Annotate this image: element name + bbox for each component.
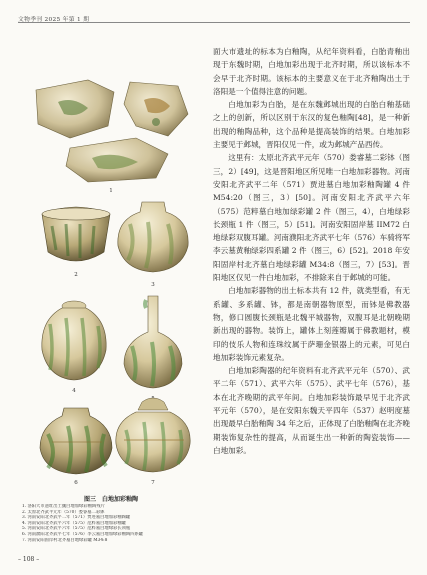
body-paragraph: 白地加彩陶器的纪年资料有北齐武平元年（570）、武平二年（571）、武平六年（575）、武平七年（576），基本在北齐晚期的武平年间。白地加彩装饰最早见于北齐武平元年（570），是在安阳东魏天平四年（537）赵明度墓出现最早白胎釉陶 34 年之后，正体现了白胎釉陶在北齐晚期装饰复杂性的提高，从而诞生出一种新的陶瓷装饰——白地加彩。 xyxy=(213,366,410,455)
caption-line: 4. 河南安阳北齐武平六年（575）范粹墓白地加彩釉罐 xyxy=(22,520,126,526)
body-paragraph: 面大市遗址的标本为白釉陶，从纪年资料看，白胎青釉出现于东魏时期，白地加彩出现于北齐时期，所以该标本不会早于北齐时期。该标本的主要意义在于北齐釉陶出土于洛阳是一个值得注意的问题。 xyxy=(213,47,410,96)
sherd-1c xyxy=(66,138,168,182)
caption-line: 7. 河南安阳固岸村北齐墓白地绿彩罐 M34:8 xyxy=(22,537,108,543)
caption-line: 3. 河南安阳北齐武平二年（571）贾进墓白地加彩釉陶罐 xyxy=(22,515,131,521)
sherd-1b xyxy=(124,82,188,136)
caption-line: 2. 太原北齐武平元年（570）娄睿墓二彩钵 xyxy=(22,509,105,515)
figure-title: 图三 白地加彩釉陶 xyxy=(83,496,138,503)
jar-item-6 xyxy=(40,408,112,474)
figure-number-3: 3 xyxy=(151,282,155,288)
caption-line: 1. 洛阳大市遗址出土魏白地加绿彩釉陶残片 xyxy=(22,504,105,509)
figure-number-7: 7 xyxy=(151,480,155,484)
sherd-1a xyxy=(36,80,114,138)
caption-line: 5. 河南安阳北齐武平六年（575）范粹墓白地绿彩长颈瓶 xyxy=(22,526,131,532)
page-number: – 108 – xyxy=(18,556,40,563)
figure-number-1: 1 xyxy=(109,188,113,194)
caption-line: 6. 河南濮阳北齐武平七年（576）李云墓白地加绿彩釉陶四系罐 xyxy=(22,531,144,537)
jar-item-4 xyxy=(42,301,106,380)
figure-number-4: 4 xyxy=(72,388,76,394)
body-paragraph: 白地加彩器物的出土标本共有 12 件，就类型看，有无系罐、多系罐、钵，都是南朝器物原型，而钵是佛教器物，修口圆腹长颈瓶是北魏平城器物，双腹耳是北朝晚期新出现的器物。装饰上，罐体上刻莲瓣属于佛教题材，模印的伎乐人物和连珠纹属于萨珊金银器上的元素，可见白地加彩装饰元素复杂。 xyxy=(213,286,410,362)
article-body xyxy=(213,45,410,457)
body-paragraph: 白地加彩为白胎，是在东魏邺城出现的白胎白釉基础之上的创新，所以区别于东汉的复色釉陶[48]，是一种新出现的釉陶品种，这个品种是提高装饰的结果。白地加彩主要见于邺城，晋阳仅见一件，或为邺城产品西传。 xyxy=(213,100,410,150)
bottle-item-5 xyxy=(124,296,182,388)
figure-number-2: 2 xyxy=(74,272,78,278)
jar-item-3 xyxy=(118,202,188,272)
ceramics-photo-plate xyxy=(18,74,204,484)
running-header: 文物季刊 2025 年第 1 期 xyxy=(18,17,90,23)
figure-plate xyxy=(18,74,204,484)
bowl-item-2 xyxy=(42,207,110,261)
figure-captions xyxy=(22,504,206,543)
header-divider xyxy=(18,22,410,23)
body-paragraph: 这里有：太原北齐武平元年（570）娄睿墓二彩钵（图三，2）[49]，这是晋阳地区所见唯一白地加彩器物。河南安阳北齐武平二年（571）贾进墓白地加彩釉陶罐 4 件 M54:20（图三，3）[50]。河南安阳北齐武平六年（575）范粹墓白地加绿彩罐 2 件（图三，4），白地绿彩长颈瓶 1 件（图三，5）[51]。河南安阳固岸墓 IIM72 白地绿彩双腹耳罐。河南濮阳北齐武平七年（576）车骑将军李云墓黄釉绿彩四系罐 2 件（图三，6）[52]。2018 年安阳固岸村北齐墓白地绿彩罐 M34:8（图三，7）[53]。晋阳地区仅见一件白地加彩，不排除来自于邺城的可能。 xyxy=(213,153,410,283)
figure-number-6: 6 xyxy=(74,480,78,484)
jar-item-7 xyxy=(116,398,190,472)
